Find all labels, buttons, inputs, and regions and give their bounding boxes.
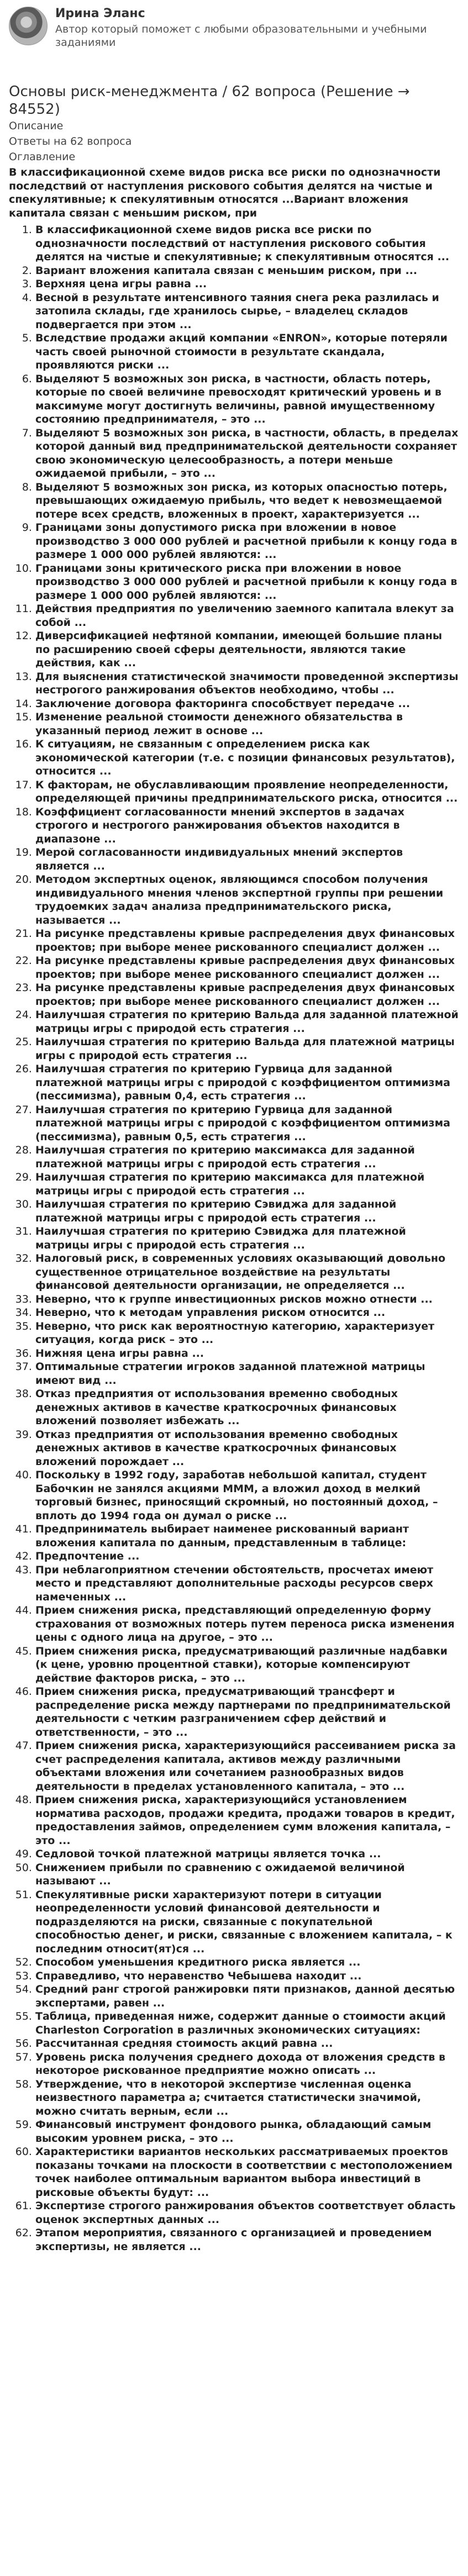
author-block	[9, 6, 459, 66]
question-item: 19. Мерой согласованности индивидуальных мнений экспертов является ...	[35, 846, 459, 873]
questions-list	[9, 223, 459, 2253]
question-item: 41. Предприниматель выбирает наименее рискованный вариант вложения капитала по данным, представленным в таблице:	[35, 1523, 459, 1550]
question-item: 3. Верхняя цена игры равна ...	[35, 277, 459, 291]
question-item: 9. Границами зоны допустимого риска при вложении в новое производство 3 000 000 рублей и расчетной прибыли к концу года в размере 1 000 000 рублей являются: ...	[35, 521, 459, 562]
question-item: 21. На рисунке представлены кривые распределения двух финансовых проектов; при выборе менее рискованного специалист должен ...	[35, 927, 459, 954]
question-item: 47. Прием снижения риска, характеризующийся рассеиванием риска за счет распределения капитала, активов между различными объектами вложения или сочетанием разнообразных видов деятельности в пределах установленного капитала, – это ...	[35, 1739, 459, 1793]
author-info	[55, 6, 431, 49]
author-description: Автор который поможет с любыми образовательными и учебными заданиями	[55, 23, 427, 49]
question-item: 57. Уровень риска получения среднего дохода от вложения средств в некоторое рискованное предприятие можно описать ...	[35, 2051, 459, 2078]
question-item: 20. Методом экспертных оценок, являющимся способом получения индивидуального мнения членов экспертной группы при решении трудоемких задач анализа предпринимательского риска, называется ...	[35, 873, 459, 927]
question-item: 40. Поскольку в 1992 году, заработав небольшой капитал, студент Бабочкин не занялся акциями МММ, а вложил доход в мелкий торговый бизнес, приносящий скромный, но постоянный доход, – вплоть до 1994 года он думал о риске ...	[35, 1468, 459, 1523]
question-item: 43. При неблагоприятном стечении обстоятельств, просчетах имеют место и представляют дополнительные расходы ресурсов сверх намеченных ...	[35, 1563, 459, 1604]
question-item: 46. Прием снижения риска, предусматривающий трансферт и распределение риска между партнерами по предпринимательской деятельности с четким разграничением сфер действий и ответственности, – это ...	[35, 1685, 459, 1739]
question-item: 18. Коэффициент согласованности мнений экспертов в задачах строгого и нестрогого ранжирования объектов находится в диапазоне ...	[35, 805, 459, 846]
question-item: 1. В классификационной схеме видов риска все риски по однозначности последствий от наступления рискового события делятся на чистые и спекулятивные; к спекулятивным относятся ...	[35, 223, 459, 264]
toc-label: Оглавление	[9, 151, 76, 163]
question-item: 23. На рисунке представлены кривые распределения двух финансовых проектов; при выборе менее рискованного специалист должен ...	[35, 981, 459, 1008]
question-item: 31. Наилучшая стратегия по критерию Сэвиджа для платежной матрицы игры с природой есть стратегия ...	[35, 1225, 459, 1252]
question-item: 38. Отказ предприятия от использования временно свободных денежных активов в качестве краткосрочных финансовых вложений позволяет избежать ...	[35, 1387, 459, 1428]
question-item: 45. Прием снижения риска, предусматривающий различные надбавки (к цене, уровню процентной ставки), которые компенсируют действие факторов риска, – это ...	[35, 1645, 459, 1685]
question-item: 44. Прием снижения риска, представляющий определенную форму страхования от возможных потерь путем переноса риска изменения цены с одного лица на другое, – это ...	[35, 1604, 459, 1645]
question-item: 14. Заключение договора факторинга способствует передаче ...	[35, 697, 459, 711]
description-text: Ответы на 62 вопроса	[9, 135, 132, 147]
question-item: 50. Снижением прибыли по сравнению с ожидаемой величиной называют ...	[35, 1861, 459, 1888]
question-item: 15. Изменение реальной стоимости денежного обязательства в указанный период лежит в основе ...	[35, 710, 459, 737]
question-item: 6. Выделяют 5 возможных зон риска, в частности, область потерь, которые по своей величине превосходят критический уровень и в максимуме могут достигнуть величины, равной имущественному состоянию предпринимателя, – это ...	[35, 372, 459, 426]
question-item: 53. Справедливо, что неравенство Чебышева находит ...	[35, 1969, 459, 1983]
question-item: 49. Седловой точкой платежной матрицы является точка ...	[35, 1847, 459, 1861]
question-item: 2. Вариант вложения капитала связан с меньшим риском, при ...	[35, 264, 459, 278]
question-item: 26. Наилучшая стратегия по критерию Гурвица для заданной платежной матрицы игры с природой с коэффициентом оптимизма (пессимизма), равным 0,4, есть стратегия ...	[35, 1062, 459, 1103]
question-item: 8. Выделяют 5 возможных зон риска, из которых опасностью потерь, превышающих ожидаемую прибыль, что ведет к невозмещаемой потере всех средств, вложенных в проект, характеризуется ...	[35, 481, 459, 521]
question-item: 61. Экспертизе строгого ранжирования объектов соответствует область оценок экспертных данных ...	[35, 2199, 459, 2226]
question-item: 32. Налоговый риск, в современных условиях оказывающий довольно существенное отрицательное воздействие на результаты финансовой деятельности организации, не определяется ...	[35, 1252, 459, 1293]
question-item: 54. Средний ранг строгой ранжировки пяти признаков, данной десятью экспертами, равен ...	[35, 1983, 459, 2010]
page-title: Основы риск-менеджмента / 62 вопроса (Решение → 84552)	[9, 83, 410, 118]
question-item: 58. Утверждение, что в некоторой экспертизе численная оценка неизвестного параметра а; считается статистически значимой, можно считать верным, если ...	[35, 2078, 459, 2119]
question-item: 11. Действия предприятия по увеличению заемного капитала влекут за собой ...	[35, 602, 459, 629]
question-item: 16. К ситуациям, не связанным с определением риска как экономической категории (т.е. с позиции финансовых результатов), относится ...	[35, 737, 459, 778]
intro-question: В классификационной схеме видов риска все риски по однозначности последствий от наступления рискового события делятся на чистые и спекулятивные; к спекулятивным относятся ...Вариант вложения капитала связан с меньшим риском, при	[9, 166, 441, 219]
author-name[interactable]: Ирина Эланс	[55, 7, 145, 20]
question-item: 42. Предпочтение ...	[35, 1550, 459, 1563]
question-item: 22. На рисунке представлены кривые распределения двух финансовых проектов; при выборе менее рискованного специалист должен ...	[35, 954, 459, 981]
question-item: 7. Выделяют 5 возможных зон риска, в частности, область, в пределах которой данный вид предпринимательской деятельности сохраняет свою экономическую целесообразность, а потери меньше ожидаемой прибыли, – это ...	[35, 426, 459, 481]
question-item: 29. Наилучшая стратегия по критерию максимакса для платежной матрицы игры с природой есть стратегия ...	[35, 1171, 459, 1198]
question-item: 55. Таблица, приведенная ниже, содержит данные о стоимости акций Charleston Corporation в различных экономических ситуациях:	[35, 2010, 459, 2037]
question-item: 5. Вследствие продажи акций компании «ENRON», которые потеряли часть своей рыночной стоимости в результате скандала, проявляются риски ...	[35, 331, 459, 372]
question-item: 28. Наилучшая стратегия по критерию максимакса для заданной платежной матрицы игры с природой есть стратегия ...	[35, 1144, 459, 1171]
description-label: Описание	[9, 120, 64, 132]
question-item: 48. Прием снижения риска, характеризующийся установлением норматива расходов, продажи кредита, продажи товаров в кредит, предоставления займов, определением сумм вложения капитала, – это ...	[35, 1793, 459, 1847]
question-item: 4. Весной в результате интенсивного таяния снега река разлилась и затопила склады, где хранилось сырье, – владелец складов подвергается при этом ...	[35, 291, 459, 332]
question-item: 56. Рассчитанная средняя стоимость акций равна ...	[35, 2037, 459, 2051]
question-item: 30. Наилучшая стратегия по критерию Сэвиджа для заданной платежной матрицы игры с природой есть стратегия ...	[35, 1198, 459, 1225]
question-item: 12. Диверсификацией нефтяной компании, имеющей большие планы по расширению своей сферы деятельности, являются такие действия, как ...	[35, 629, 459, 670]
question-item: 33. Неверно, что к группе инвестиционных рисков можно отнести ...	[35, 1293, 459, 1307]
question-item: 34. Неверно, что к методам управления риском относится ...	[35, 1306, 459, 1320]
question-item: 37. Оптимальные стратегии игроков заданной платежной матрицы имеют вид ...	[35, 1360, 459, 1387]
question-item: 27. Наилучшая стратегия по критерию Гурвица для заданной платежной матрицы игры с природой с коэффициентом оптимизма (пессимизма), равным 0,5, есть стратегия ...	[35, 1103, 459, 1144]
question-item: 25. Наилучшая стратегия по критерию Вальда для платежной матрицы игры с природой есть стратегия ...	[35, 1035, 459, 1062]
question-item: 24. Наилучшая стратегия по критерию Вальда для заданной платежной матрицы игры с природой есть стратегия ...	[35, 1008, 459, 1035]
question-item: 35. Неверно, что риск как вероятностную категорию, характеризует ситуация, когда риск – это ...	[35, 1320, 459, 1347]
question-item: 39. Отказ предприятия от использования временно свободных денежных активов в качестве краткосрочных финансовых вложений порождает ...	[35, 1428, 459, 1469]
question-item: 52. Способом уменьшения кредитного риска является ...	[35, 1956, 459, 1969]
question-item: 60. Характеристики вариантов нескольких рассматриваемых проектов показаны точками на плоскости в соответствии с местоположением точек наиболее оптимальным вариантом выбора инвестиций в рисковые объекты будут: ...	[35, 2145, 459, 2199]
question-item: 62. Этапом мероприятия, связанного с организацией и проведением экспертизы, не является ...	[35, 2226, 459, 2253]
question-item: 13. Для выяснения статистической значимости проведенной экспертизы нестрогого ранжирования объектов необходимо, чтобы ...	[35, 670, 459, 697]
question-item: 36. Нижняя цена игры равна ...	[35, 1347, 459, 1361]
question-item: 59. Финансовый инструмент фондового рынка, обладающий самым высоким уровнем риска, – это ...	[35, 2118, 459, 2145]
question-item: 10. Границами зоны критического риска при вложении в новое производство 3 000 000 рублей и расчетной прибыли к концу года в размере 1 000 000 рублей являются: ...	[35, 562, 459, 603]
avatar[interactable]	[9, 7, 48, 45]
question-item: 51. Спекулятивные риски характеризуют потери в ситуации неопределенности условий финансовой деятельности и подразделяются на риски, связанные с покупательной способностью денег, и риски, связанные с вложением капитала, – к последним относит(ят)ся ...	[35, 1888, 459, 1956]
question-item: 17. К факторам, не обуславливающим проявление неопределенности, определяющей причины предпринимательского риска, относится ...	[35, 778, 459, 805]
